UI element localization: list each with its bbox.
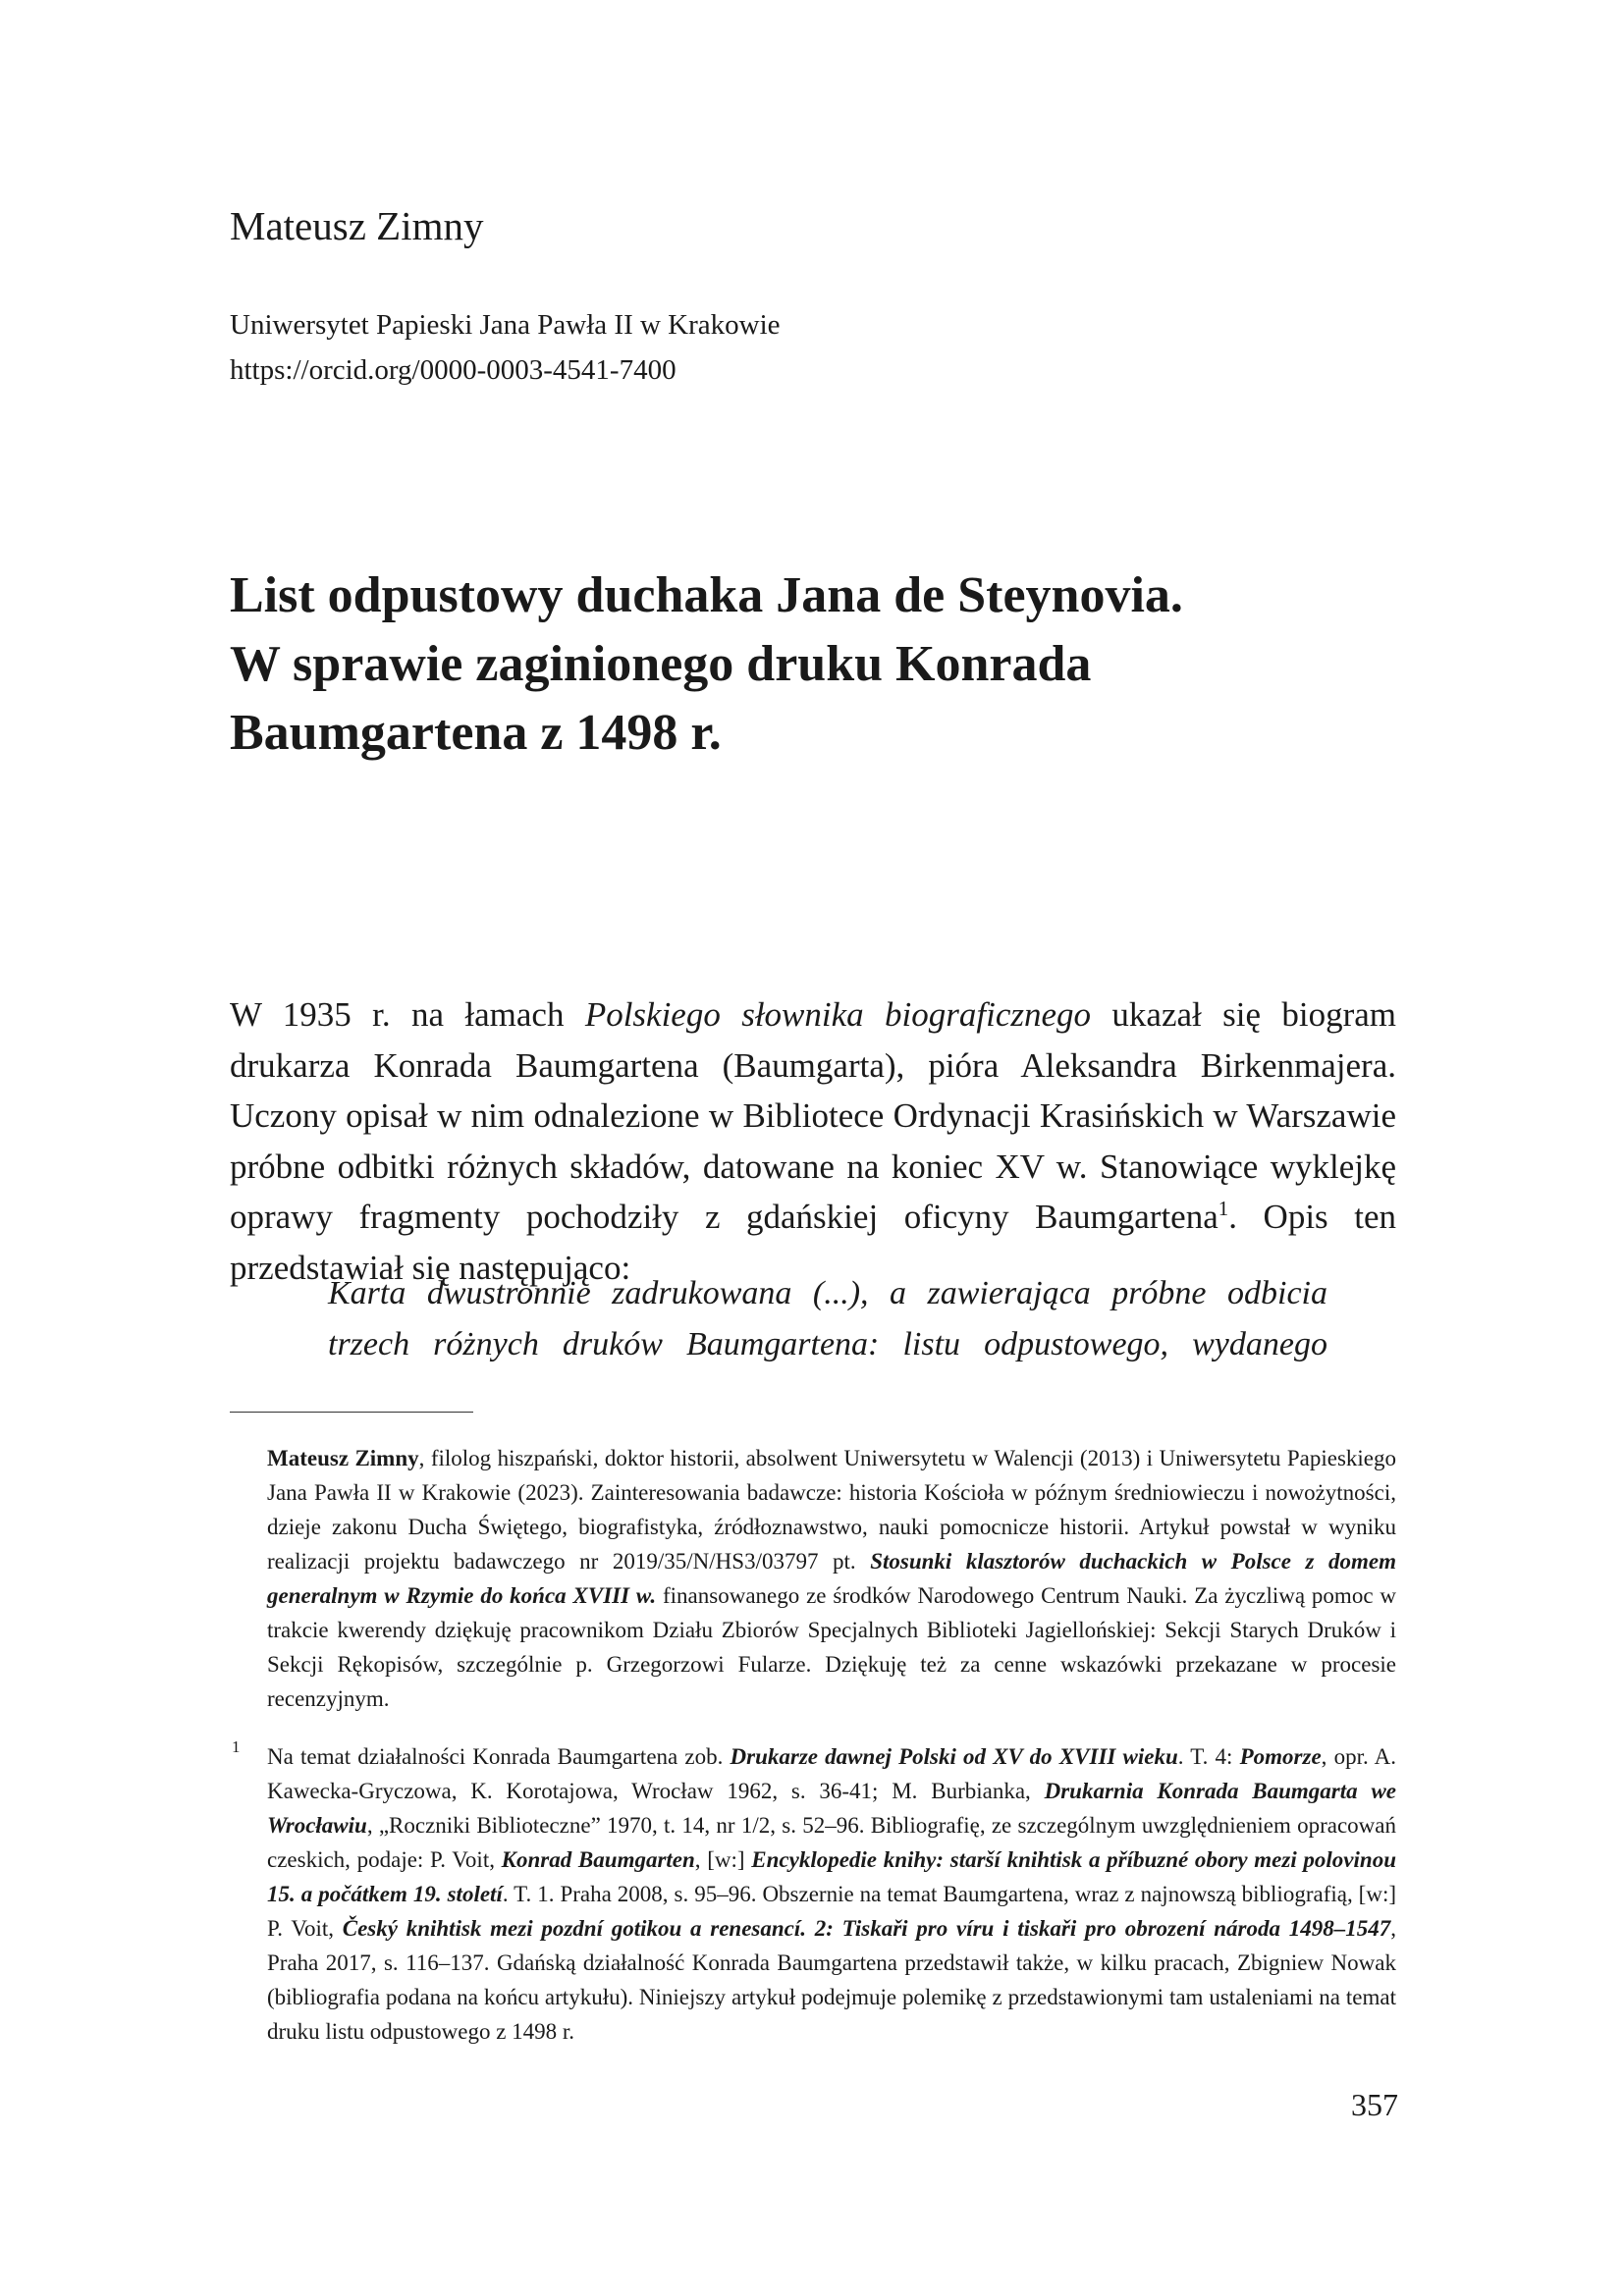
project-title: Stosunki klasztorów duchackich w Polsce z domem generalnym w Rzymie do końca XVIII w. xyxy=(267,1549,1396,1608)
body-paragraph xyxy=(230,989,1396,1293)
article-title-line: List odpustowy duchaka Jana de Steynovia. xyxy=(230,567,1183,623)
footnote-1 xyxy=(267,1739,1396,2049)
article-title xyxy=(230,561,1428,768)
author-name: Mateusz Zimny xyxy=(230,203,484,248)
bio-author-name: Mateusz Zimny xyxy=(267,1446,419,1470)
cited-work-title: Encyklopedie knihy: starší knihtisk a příbuzné obory mezi polovinou 15. a počátkem 19. století xyxy=(267,1847,1396,1906)
cited-work-title: Konrad Baumgarten xyxy=(501,1847,695,1872)
cited-work-title: Drukarnia Konrada Baumgarta we Wrocławiu xyxy=(267,1779,1397,1838)
author-bio-footnote xyxy=(267,1441,1396,1716)
cited-work-title: Pomorze xyxy=(1239,1744,1322,1769)
footnote-text-run: . T. 1. Praha 2008, s. 95–96. Obszernie na temat Baumgartena, wraz z najnowszą bibliografią, [w:] P. Voit, xyxy=(267,1882,1396,1941)
body-text-run: . Opis ten przedstawiał się następująco: xyxy=(230,1198,1396,1287)
footnote-text-run: finansowanego ze środków Narodowego Centrum Nauki. Za życzliwą pomoc w trakcie kwerendy dziękuję pracownikom Działu Zbiorów Specjalnych Biblioteki Jagiellońskiej: Sekcji Starych Druków i Sekcji Rękopisów, szczególnie p. Grzegorzowi Fularze. Dziękuję też za cenne wskazówki przekazane w procesie recenzyjnym. xyxy=(267,1583,1396,1711)
cited-work-title: Český knihtisk mezi pozdní gotikou a renesancí. 2: Tiskaři pro víru i tiskaři pro obrození národa 1498–1547 xyxy=(342,1916,1391,1941)
footnote-separator xyxy=(230,1412,473,1413)
block-quote-line: Karta dwustronnie zadrukowana (...), a zawierająca próbne odbicia xyxy=(328,1275,1327,1311)
block-quote xyxy=(328,1268,1327,1369)
footnote-text-run: , [w:] xyxy=(694,1847,752,1872)
cited-work-title: Polskiego słownika biograficznego xyxy=(584,995,1092,1034)
block-quote-line: trzech różnych druków Baumgartena: listu odpustowego, wydanego xyxy=(328,1325,1327,1362)
footnote-text-run: Na temat działalności Konrada Baumgartena zob. xyxy=(267,1744,731,1769)
footnote-text-run: , Praha 2017, s. 116–137. Gdańską działalność Konrada Baumgartena przedstawił także, w kilku pracach, Zbigniew Nowak (bibliografia podana na końcu artykułu). Niniejszy artykuł podejmuje polemikę z przedstawionymi tam ustaleniami na temat druku listu odpustowego z 1498 r. xyxy=(267,1916,1396,2044)
body-text-run: W 1935 r. na łamach xyxy=(230,995,585,1034)
author-affiliation: Uniwersytet Papieski Jana Pawła II w Krakowie xyxy=(230,309,781,341)
article-title-line: Baumgartena z 1498 r. xyxy=(230,705,722,761)
orcid-link[interactable]: https://orcid.org/0000-0003-4541-7400 xyxy=(230,354,677,386)
body-text-run: ukazał się biogram drukarza Konrada Baumgartena (Baumgarta), pióra Aleksandra Birkenmajera. Uczony opisał w nim odnalezione w Bibliotece Ordynacji Krasińskich w Warszawie próbne odbitki różnych składów, datowane na koniec XV w. Stanowiące wyklejkę oprawy fragmenty pochodziły z gdańskiej oficyny Baumgartena xyxy=(230,995,1396,1236)
footnote-text-run: , filolog hiszpański, doktor historii, absolwent Uniwersytetu w Walencji (2013) i Uniwersytetu Papieskiego Jana Pawła II w Krakowie (2023). Zainteresowania badawcze: historia Kościoła w późnym średniowieczu i nowożytności, dzieje zakonu Ducha Świętego, biografistyka, źródłoznawstwo, nauki pomocnicze historii. Artykuł powstał w wyniku realizacji projektu badawczego nr 2019/35/N/HS3/03797 pt. xyxy=(267,1446,1396,1574)
footnote-reference[interactable]: 1 xyxy=(1218,1197,1229,1220)
author-affiliation-block xyxy=(230,302,781,393)
footnote-text-run: , „Roczniki Biblioteczne” 1970, t. 14, nr 1/2, s. 52–96. Bibliografię, ze szczególnym uwzględnieniem opracowań czeskich, podaje: P. Voit, xyxy=(267,1813,1396,1872)
footnote-number: 1 xyxy=(232,1737,241,1756)
footnote-text-run: . T. 4: xyxy=(1177,1744,1240,1769)
cited-work-title: Drukarze dawnej Polski od XV do XVIII wieku xyxy=(730,1744,1178,1769)
page-number: 357 xyxy=(1351,2087,1398,2122)
footnote-text-run: , opr. A. Kawecka-Gryczowa, K. Korotajowa, Wrocław 1962, s. 36-41; M. Burbianka, xyxy=(267,1744,1396,1803)
article-title-line: W sprawie zaginionego druku Konrada xyxy=(230,636,1092,692)
